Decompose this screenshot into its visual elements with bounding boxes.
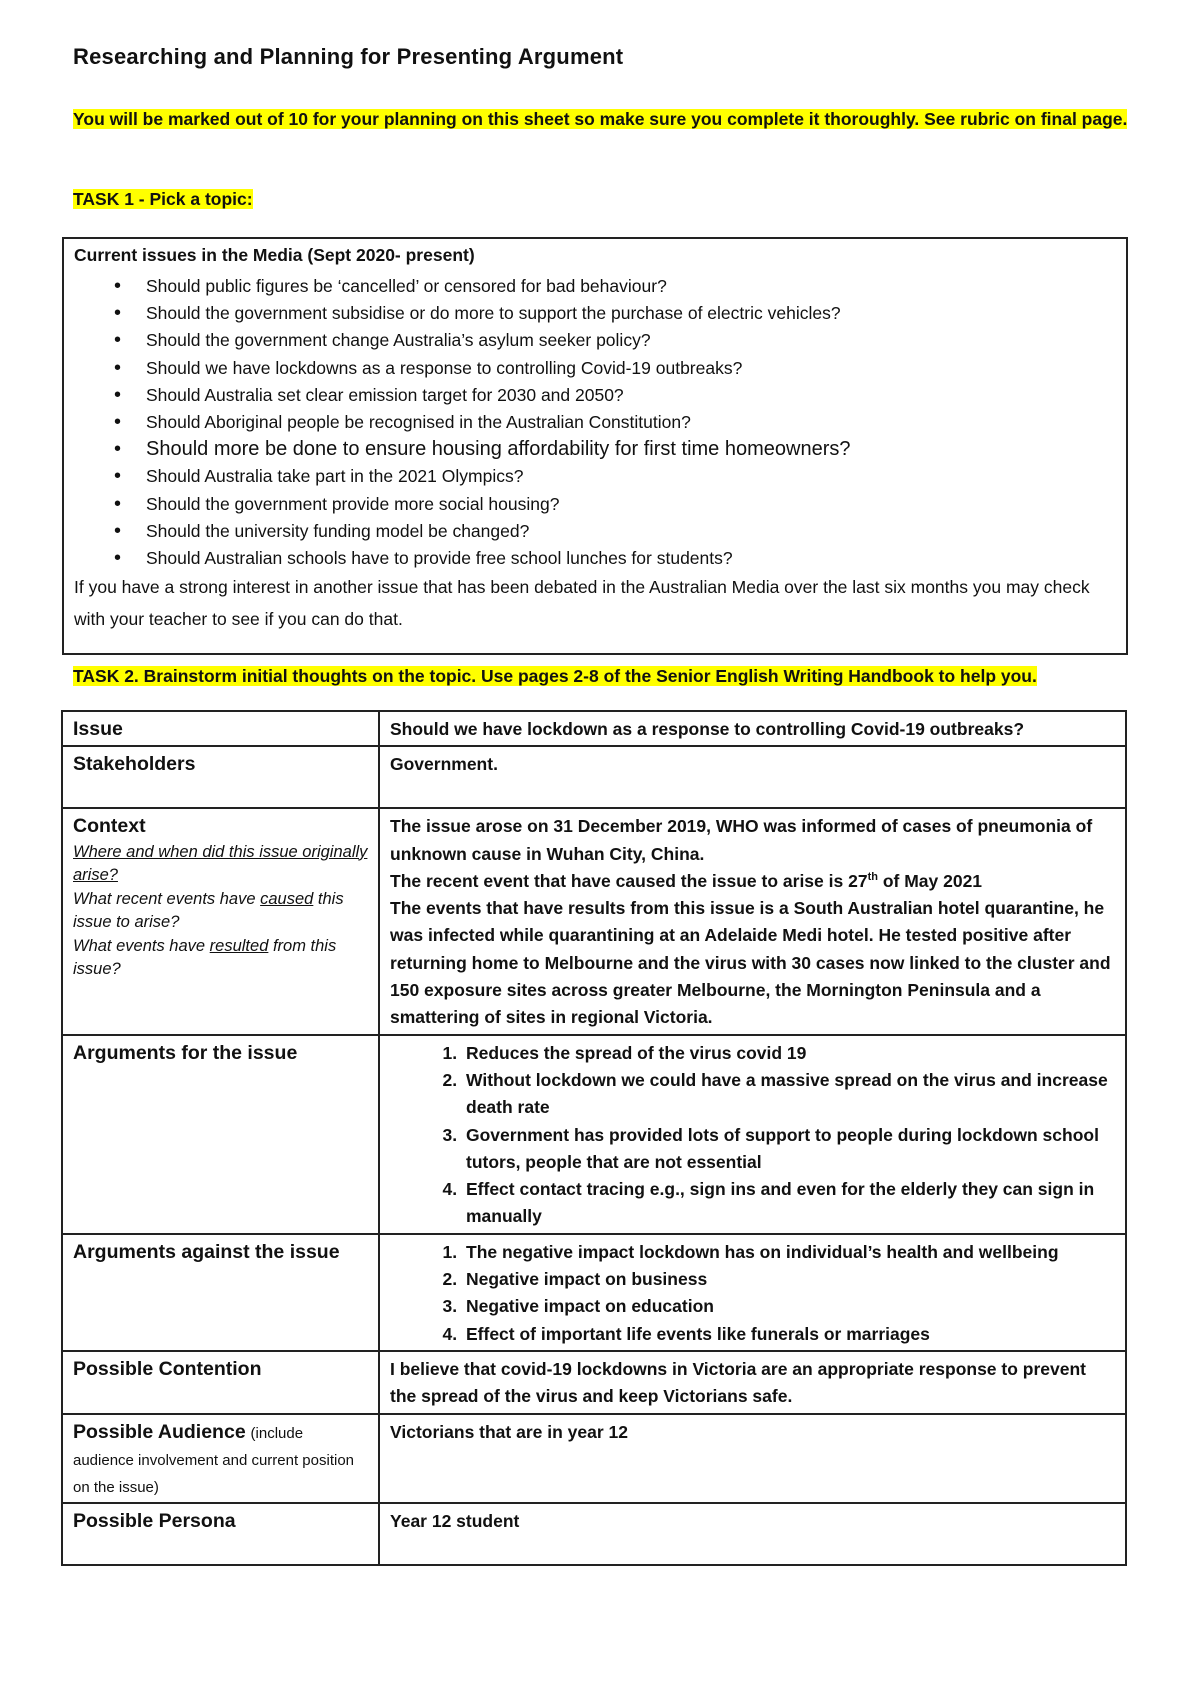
argument-against-item: 3. Negative impact on education <box>462 1293 1115 1320</box>
marking-instructions-text: You will be marked out of 10 for your planning on this sheet so make sure you complete it thoroughly. See rubric on final page. <box>73 109 1128 129</box>
planning-table <box>61 710 1127 1566</box>
topic-item: • Should Aboriginal people be recognised in the Australian Constitution? <box>74 409 850 436</box>
row-arguments-against <box>62 1234 1126 1351</box>
argument-for-item: 3. Government has provided lots of support to people during lockdown school tutors, people that are not essential <box>462 1122 1115 1177</box>
topic-item: • Should public figures be ‘cancelled’ or censored for bad behaviour? <box>74 273 850 300</box>
argument-against-item: 2. Negative impact on business <box>462 1266 1115 1293</box>
task-2-heading <box>73 666 1037 687</box>
arguments-for-list <box>390 1040 1115 1231</box>
context-recent-b: of May 2021 <box>877 870 983 891</box>
context-recent-event <box>390 868 1115 895</box>
context-recent-a: The recent event that have caused the issue to arise is 27 <box>390 870 868 891</box>
row-stakeholders <box>62 746 1126 808</box>
argument-against-item: 1. The negative impact lockdown has on individual’s health and wellbeing <box>462 1239 1115 1266</box>
audience-label-cell <box>62 1414 379 1504</box>
audience-value: Victorians that are in year 12 <box>379 1414 1126 1504</box>
task-1-text: TASK 1 - Pick a topic: <box>73 189 253 209</box>
topics-heading: Current issues in the Media (Sept 2020- present) <box>74 245 475 265</box>
persona-value: Year 12 student <box>379 1503 1126 1565</box>
context-q2-underlined: caused <box>260 889 314 908</box>
stakeholders-label-cell <box>62 746 379 808</box>
argument-for-item: 4. Effect contact tracing e.g., sign ins and even for the elderly they can sign in manually <box>462 1176 1115 1231</box>
row-issue <box>62 711 1126 746</box>
context-value <box>379 808 1126 1034</box>
topic-item: • Should we have lockdowns as a response to controlling Covid-19 outbreaks? <box>74 355 850 382</box>
topic-item: • Should Australia take part in the 2021 Olympics? <box>74 463 850 490</box>
task-1-heading <box>73 189 253 210</box>
marking-instructions <box>73 104 1133 134</box>
topics-box <box>62 237 1128 655</box>
against-label: Arguments against the issue <box>73 1240 340 1263</box>
context-label-cell <box>62 808 379 1034</box>
arguments-against-list <box>390 1239 1115 1348</box>
row-audience <box>62 1414 1126 1504</box>
argument-for-item: 1. Reduces the spread of the virus covid 19 <box>462 1040 1115 1067</box>
context-q2-part-b: this issue to arise? <box>73 889 344 932</box>
for-label: Arguments for the issue <box>73 1041 298 1064</box>
against-label-cell <box>62 1234 379 1351</box>
contention-value: I believe that covid-19 lockdowns in Victoria are an appropriate response to prevent the spread of the virus and keep Victorians safe. <box>379 1351 1126 1414</box>
topic-item: • Should the government subsidise or do more to support the purchase of electric vehicles? <box>74 300 850 327</box>
context-q3-part-a: What events have <box>73 936 210 955</box>
context-q3-part-b: from this issue? <box>73 936 337 979</box>
row-context <box>62 808 1126 1034</box>
persona-label: Possible Persona <box>73 1510 236 1533</box>
topics-note: If you have a strong interest in another issue that has been debated in the Australian Media over the last six months you may check with your teacher to see if you can do that. <box>74 577 1090 629</box>
context-origin: The issue arose on 31 December 2019, WHO was informed of cases of pneumonia of unknown cause in Wuhan City, China. <box>390 816 1093 864</box>
audience-note: (include audience involvement and current position on the issue) <box>73 1424 355 1497</box>
argument-against-item: 4. Effect of important life events like funerals or marriages <box>462 1321 1115 1348</box>
topic-item: • Should more be done to ensure housing affordability for first time homeowners? <box>74 436 850 463</box>
contention-label: Possible Contention <box>73 1357 262 1380</box>
audience-label: Possible Audience <box>73 1420 246 1443</box>
topic-item: • Should the university funding model be changed? <box>74 518 850 545</box>
page-title: Researching and Planning for Presenting Argument <box>73 44 624 69</box>
issue-label: Issue <box>73 718 123 740</box>
issue-label-cell <box>62 711 379 746</box>
persona-label-cell <box>62 1503 379 1565</box>
row-persona <box>62 1503 1126 1565</box>
argument-for-item: 2. Without lockdown we could have a massive spread on the virus and increase death rate <box>462 1067 1115 1122</box>
contention-label-cell <box>62 1351 379 1414</box>
context-question-1: Where and when did this issue originally arise? <box>73 842 368 885</box>
context-results: The events that have results from this issue is a South Australian hotel quarantine, he was infected while quarantining at an Adelaide Medi hotel. He tested positive after returning home to Melbourne and the virus with 30 cases now linked to the cluster and 150 exposure sites across greater Melbourne, the Mornington Peninsula and a smattering of sites in regional Victoria. <box>390 898 1111 1028</box>
for-value <box>379 1035 1126 1234</box>
context-recent-sup: th <box>867 871 878 884</box>
context-q3-underlined: resulted <box>209 936 269 955</box>
task-2-text: TASK 2. Brainstorm initial thoughts on the topic. Use pages 2-8 of the Senior English Writing Handbook to help you. <box>73 666 1037 686</box>
topic-item: • Should the government change Australia’s asylum seeker policy? <box>74 327 850 354</box>
stakeholders-label: Stakeholders <box>73 753 196 776</box>
for-label-cell <box>62 1035 379 1234</box>
row-contention <box>62 1351 1126 1414</box>
row-arguments-for <box>62 1035 1126 1234</box>
context-q2-part-a: What recent events have <box>73 889 261 908</box>
topics-list <box>74 273 850 572</box>
topic-item: • Should the government provide more social housing? <box>74 491 850 518</box>
stakeholders-value: Government. <box>379 746 1126 808</box>
topic-item: • Should Australia set clear emission target for 2030 and 2050? <box>74 382 850 409</box>
against-value <box>379 1234 1126 1351</box>
context-label: Context <box>73 815 146 838</box>
context-question-2 <box>73 888 368 935</box>
context-question-3 <box>73 935 368 982</box>
issue-value: Should we have lockdown as a response to controlling Covid-19 outbreaks? <box>379 711 1126 746</box>
topic-item: • Should Australian schools have to provide free school lunches for students? <box>74 545 850 572</box>
